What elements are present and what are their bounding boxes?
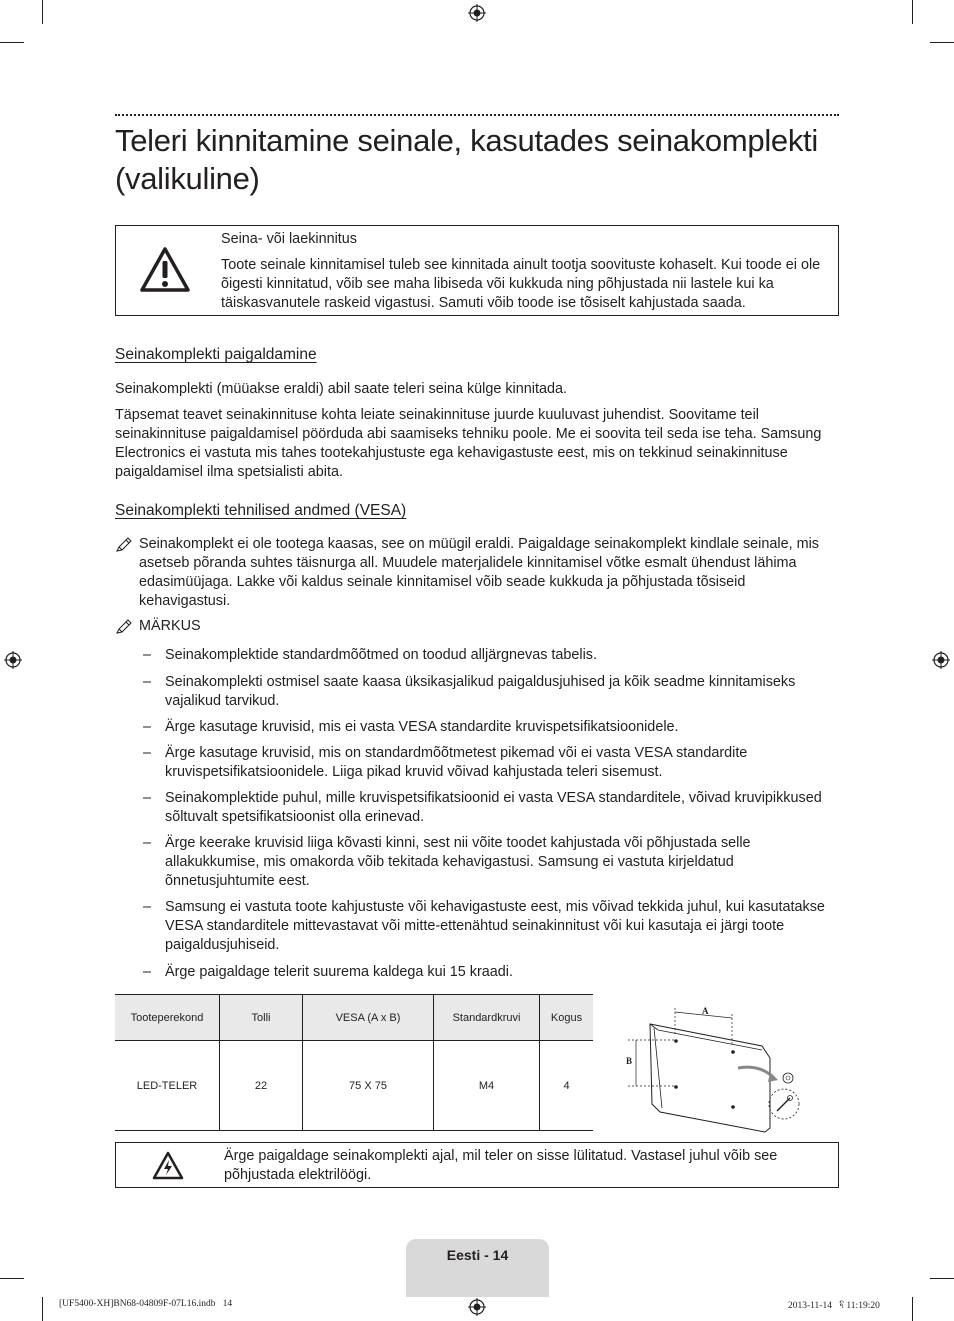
print-date: 2013-11-14 ꧱ 11:19:20: [788, 1301, 880, 1311]
registration-mark-icon: [468, 1298, 486, 1316]
crop-mark: [930, 1278, 954, 1279]
list-item-text: Ärge kasutage kruvisid, mis ei vasta VESA standardite kruvispetsifikatsioonidele.: [165, 719, 679, 735]
list-item-text: Seinakomplekti ostmisel saate kaasa üksikasjalikud paigaldusjuhised ja kõik seadme kinnitamiseks vajalikud tarvikud.: [165, 674, 796, 709]
title-dotted-rule: [115, 114, 839, 116]
table-cell: 4: [540, 1041, 594, 1131]
page-number-tab: [406, 1239, 549, 1297]
list-dash: –: [143, 674, 152, 690]
list-dash: –: [143, 835, 152, 851]
electric-shock-warning-box: [115, 1142, 839, 1188]
table-header-cell: Standardkruvi: [434, 995, 540, 1041]
list-dash: –: [143, 964, 152, 980]
table-cell: 75 X 75: [303, 1041, 434, 1131]
table-header-cell: VESA (A x B): [303, 995, 434, 1041]
warning-triangle-icon: [139, 246, 191, 294]
registration-mark-icon: [932, 651, 950, 669]
crop-mark: [0, 42, 24, 43]
crop-mark: [912, 0, 913, 24]
table-header-cell: Kogus: [540, 995, 594, 1041]
list-item-text: Ärge keerake kruvisid liiga kõvasti kinni, sest nii võite toodet kahjustada või põhjustada selle allakukkumise, mis omakorda võib tekitada kehavigastusi. Samsung ei vastuta kirjeldatud õnnetusjuhtumite eest.: [165, 835, 751, 889]
electric-warning-icon: [152, 1151, 184, 1180]
note-label: MÄRKUS: [139, 618, 201, 634]
page-title: Teleri kinnitamine seinale, kasutades seinakomplekti (valikuline): [115, 123, 818, 196]
section-heading-installation: Seinakomplekti paigaldamine: [115, 346, 317, 363]
file-info: [UF5400-XH]BN68-04809F-07L16.indb 14: [59, 1299, 233, 1309]
registration-mark-icon: [468, 4, 486, 22]
wall-mount-warning-box: [115, 225, 839, 316]
list-dash: –: [143, 647, 152, 663]
warning-heading: Seina- või laekinnitus: [221, 231, 357, 247]
paragraph: Seinakomplekti (müüakse eraldi) abil saate teleri seina külge kinnitada.: [115, 381, 567, 397]
table-row: [115, 1041, 593, 1131]
list-item-text: Seinakomplektide standardmõõtmed on toodud alljärgnevas tabelis.: [165, 647, 597, 663]
list-dash: –: [143, 790, 152, 806]
table-cell: 22: [220, 1041, 303, 1131]
crop-mark: [42, 1297, 43, 1321]
list-dash: –: [143, 719, 152, 735]
vesa-mount-diagram: [620, 1000, 810, 1135]
list-dash: –: [143, 899, 152, 915]
crop-mark: [42, 0, 43, 24]
diagram-label-b: B: [626, 1056, 633, 1066]
list-item-text: Ärge paigaldage telerit suurema kaldega kui 15 kraadi.: [165, 964, 513, 980]
list-item-text: Seinakomplektide puhul, mille kruvispetsifikatsioonid ei vasta VESA standarditele, võivad kruvipikkused sõltuvalt spetsifikatsioonist olla erinevad.: [165, 790, 822, 825]
list-dash: –: [143, 745, 152, 761]
table-header-row: [115, 995, 593, 1041]
table-header-cell: Tooteperekond: [115, 995, 220, 1041]
crop-mark: [0, 1278, 24, 1279]
registration-mark-icon: [4, 651, 22, 669]
table-cell: LED-TELER: [115, 1041, 220, 1131]
warning-text: Toote seinale kinnitamisel tuleb see kinnitada ainult tootja soovituste kohaselt. Kui toode ei ole õigesti kinnitatud, võib see maha libiseda või kukkuda ning põhjustada nii lastele kui ka täiskasvanutele raskeid vigastusi. Samuti võib toode ise tõsiselt kahjustada saada.: [221, 257, 821, 311]
paragraph: Täpsemat teavet seinakinnituse kohta leiate seinakinnituse juurde kuuluvast juhendist. Soovitame teil seinakinnituse paigaldamisel pöörduda abi saamiseks tehniku poole. Me ei soovita teil seda ise teha. Samsung Electronics ei vastuta mis tahes tootekahjustuste ega kehavigastuste eest, mis on tekkinud seinakinnituse paigaldamisel ilma spetsialisti abita.: [115, 407, 822, 480]
list-item-text: Samsung ei vastuta toote kahjustuste või kehavigastuste eest, mis võivad tekkida juhul, kui kasutatakse VESA standarditele mittevastavat või mitte-ettenähtud seinakinnitust või kui kasutaja ei järgi toote paigaldusjuhiseid.: [165, 899, 825, 953]
pencil-note-icon: [115, 619, 133, 635]
diagram-label-a: A: [702, 1006, 709, 1016]
page-number-label: Eesti - 14: [446, 1247, 509, 1263]
crop-mark: [912, 1297, 913, 1321]
crop-mark: [930, 42, 954, 43]
section-heading-vesa: Seinakomplekti tehnilised andmed (VESA): [115, 502, 407, 519]
note-text: Seinakomplekt ei ole tootega kaasas, see on müügil eraldi. Paigaldage seinakomplekt kindlale seinale, mis asetseb põranda suhtes täisnurga all. Muudele materjalidele kinnitamisel võtke esmalt ühendust lähima edasimüüjaga. Lakke või kaldus seinale kinnitamisel võib seade kukkuda ja põhjustada tõsiseid kehavigastusi.: [139, 536, 819, 609]
list-item-text: Ärge kasutage kruvisid, mis on standardmõõtmetest pikemad või ei vasta VESA standardite kruvispetsifikatsioonidele. Liiga pikad kruvid võivad kahjustada teleri sisemust.: [165, 745, 748, 780]
pencil-note-icon: [115, 537, 133, 553]
electric-warning-text: Ärge paigaldage seinakomplekti ajal, mil teler on sisse lülitatud. Vastasel juhul võib see põhjustada elektrilöögi.: [224, 1148, 778, 1183]
table-cell: M4: [434, 1041, 540, 1131]
table-header-cell: Tolli: [220, 995, 303, 1041]
vesa-spec-table: [115, 994, 593, 1131]
